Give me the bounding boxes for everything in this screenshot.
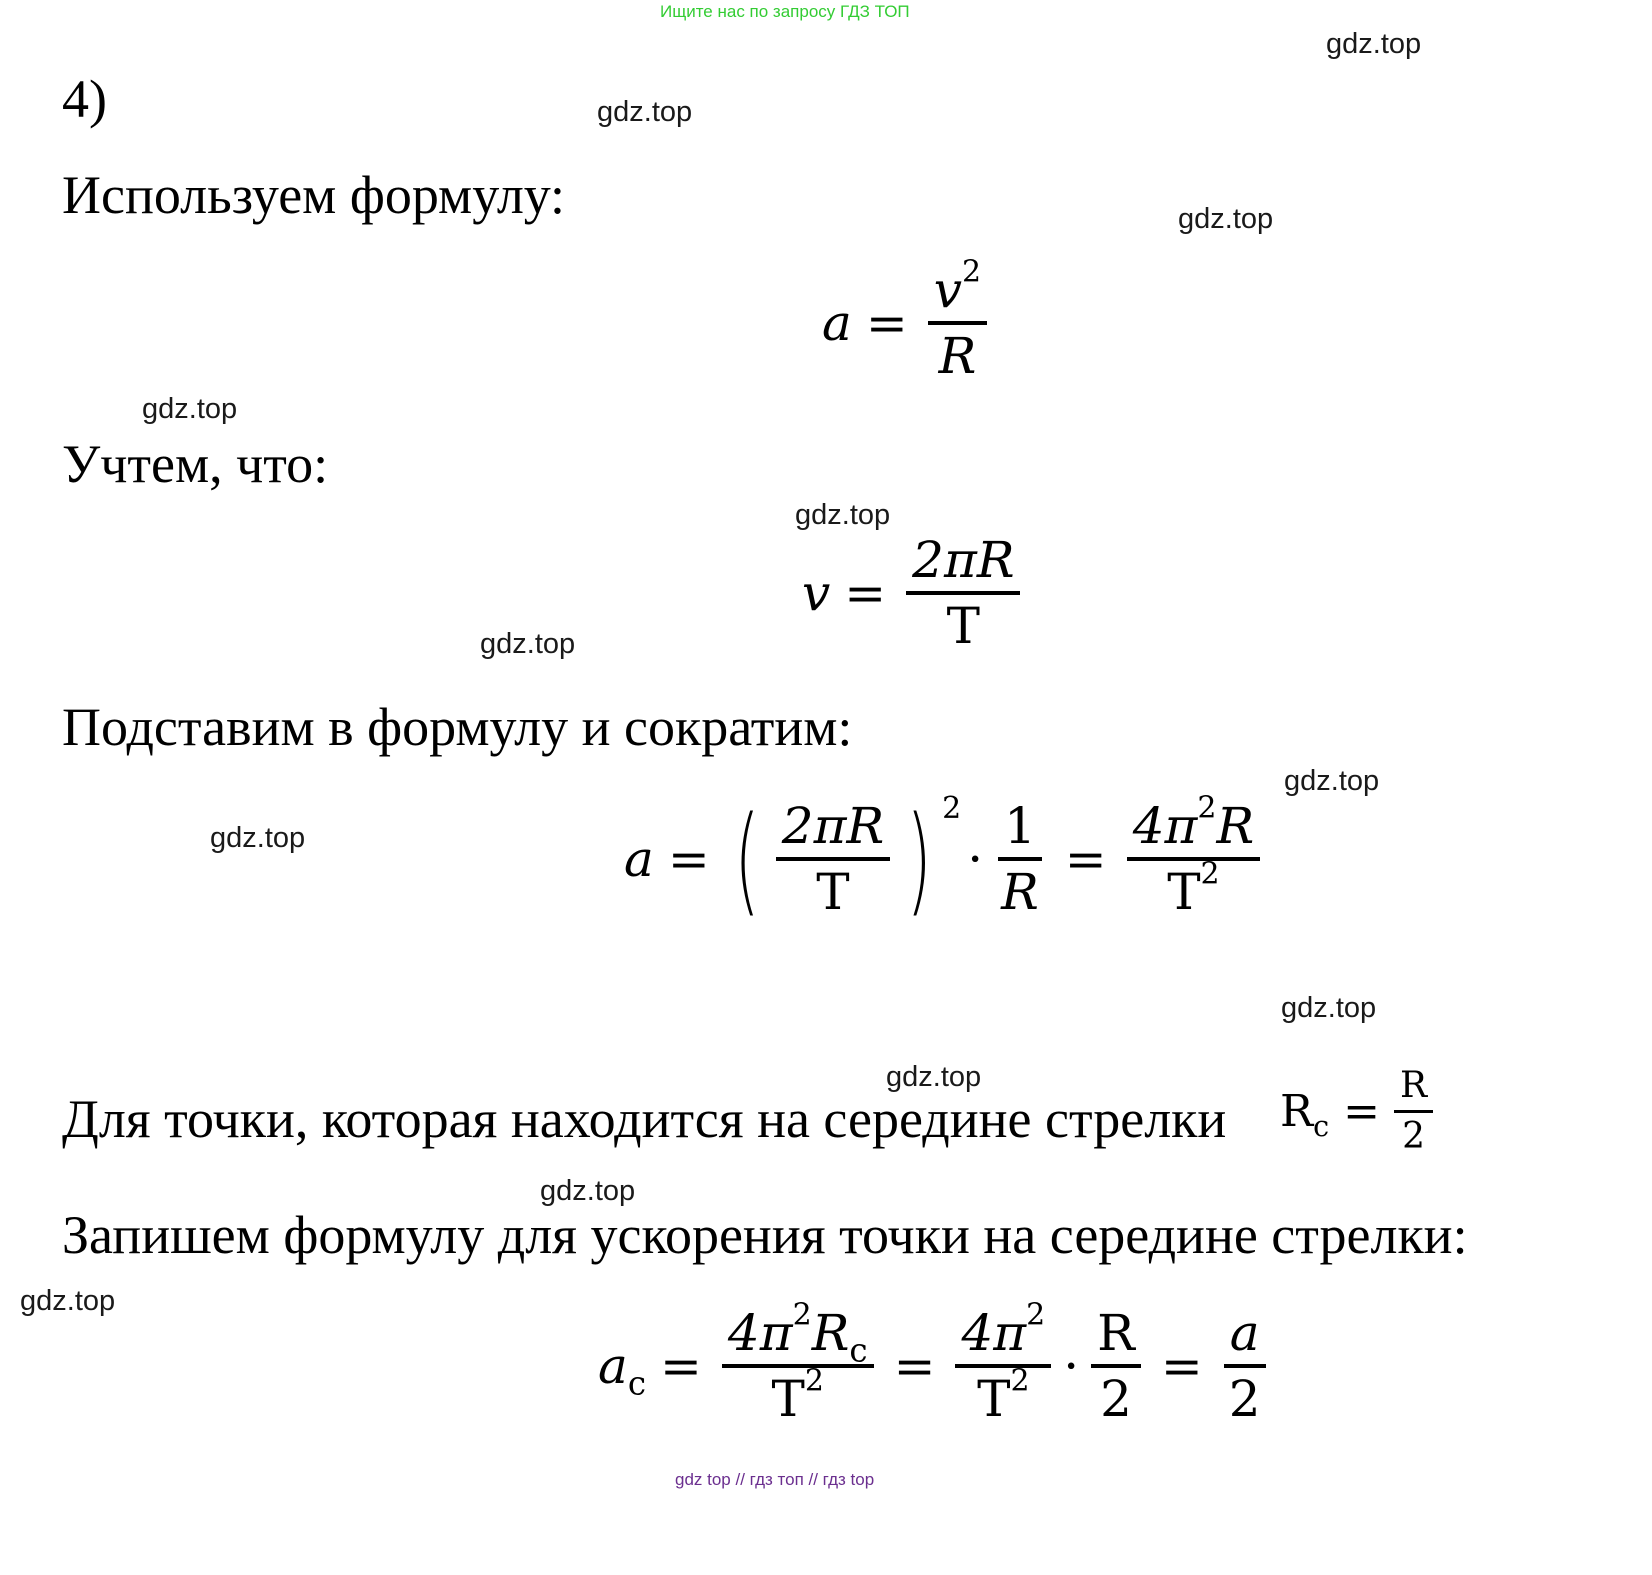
top-banner: Ищите нас по запросу ГДЗ ТОП: [660, 2, 910, 21]
fraction: [1091, 1304, 1141, 1428]
watermark: gdz.top: [1178, 203, 1274, 235]
exponent: 2: [942, 791, 962, 826]
numerator: a: [1224, 1308, 1266, 1368]
formula-substituted: [624, 790, 1266, 928]
formula-velocity: [802, 531, 1026, 655]
left-paren: (: [734, 790, 760, 928]
exponent: 2: [961, 254, 982, 290]
task-number: 4): [62, 69, 107, 129]
equals-sign: =: [893, 1337, 936, 1395]
subscript: c: [1313, 1108, 1330, 1143]
equals-sign: =: [844, 564, 887, 622]
denominator: 2: [1100, 1370, 1132, 1428]
watermark: gdz.top: [142, 393, 238, 425]
formula-lhs: v: [802, 564, 831, 622]
formula-lhs: a: [822, 294, 852, 352]
text-substitute: Подставим в формулу и сократим:: [62, 697, 853, 757]
fraction: [906, 531, 1020, 655]
numerator: R: [1394, 1068, 1433, 1113]
multiply-dot: ·: [967, 830, 984, 888]
watermark: gdz.top: [597, 96, 693, 128]
exponent: 2: [1197, 790, 1217, 826]
denominator: R: [1001, 863, 1039, 921]
equals-sign: =: [667, 830, 710, 888]
fraction: [928, 254, 987, 385]
watermark: gdz.top: [1284, 765, 1380, 797]
watermark: gdz.top: [540, 1175, 636, 1207]
fraction: [776, 797, 890, 921]
denominator: 2: [1228, 1370, 1261, 1428]
watermark: gdz.top: [20, 1285, 116, 1317]
multiply-dot: ·: [1063, 1337, 1080, 1395]
numerator: 4π: [961, 1304, 1027, 1362]
footer-links: gdz top // гдз топ // гдз top: [675, 1470, 875, 1489]
watermark: gdz.top: [1281, 992, 1377, 1024]
numerator: v: [933, 261, 962, 319]
exponent: 2: [804, 1363, 824, 1399]
denominator: T: [816, 863, 850, 921]
formula-lhs: $R_c$: [1280, 1085, 1330, 1143]
numerator-r: R: [811, 1304, 850, 1362]
numerator: 2πR: [776, 801, 890, 861]
exponent: 2: [1026, 1297, 1046, 1333]
exponent: 2: [1010, 1363, 1030, 1399]
equals-sign: =: [660, 1337, 702, 1395]
watermark: gdz.top: [480, 628, 576, 660]
watermark: gdz.top: [1326, 28, 1422, 60]
text-write-formula: Запишем формулу для ускорения точки на середине стрелки:: [62, 1205, 1468, 1265]
numerator: 4π: [727, 1304, 793, 1362]
denominator: 2: [1402, 1116, 1426, 1157]
formula-lhs: $a_c$: [598, 1337, 647, 1403]
formula-acceleration: [822, 254, 993, 385]
formula-lhs: a: [624, 830, 654, 888]
text-take-into-account: Учтем, что:: [62, 434, 329, 494]
numerator: R: [1091, 1308, 1141, 1368]
subscript: c: [627, 1364, 647, 1403]
numerator: 1: [998, 801, 1042, 861]
numerator: 2πR: [906, 535, 1020, 595]
fraction: [995, 797, 1045, 921]
fraction: [1127, 790, 1260, 921]
formula-midpoint-acceleration: [598, 1297, 1273, 1428]
exponent: 2: [792, 1297, 812, 1333]
watermark: gdz.top: [886, 1061, 982, 1093]
text-midpoint: Для точки, которая находится на середине стрелки: [62, 1089, 1227, 1149]
fraction: [722, 1297, 874, 1428]
equals-sign: =: [865, 294, 908, 352]
watermark: gdz.top: [795, 499, 891, 531]
denominator: T: [771, 1370, 805, 1428]
denominator: T: [1167, 863, 1201, 921]
equals-sign: =: [1160, 1337, 1203, 1395]
denominator: R: [938, 327, 977, 385]
formula-radius-midpoint: [1280, 1065, 1433, 1157]
text-use-formula: Используем формулу:: [62, 165, 566, 225]
subscript: c: [849, 1331, 868, 1370]
fraction: [1223, 1304, 1267, 1428]
right-paren: ): [906, 790, 932, 928]
equals-sign: =: [1343, 1085, 1381, 1137]
denominator: T: [977, 1370, 1011, 1428]
numerator: 4π: [1132, 797, 1198, 855]
equals-sign: =: [1064, 830, 1107, 888]
fraction: [1394, 1065, 1433, 1157]
fraction: [955, 1297, 1051, 1428]
numerator-r: R: [1216, 797, 1255, 855]
denominator: T: [946, 597, 980, 655]
watermark: gdz.top: [210, 822, 306, 854]
exponent: 2: [1200, 856, 1220, 892]
